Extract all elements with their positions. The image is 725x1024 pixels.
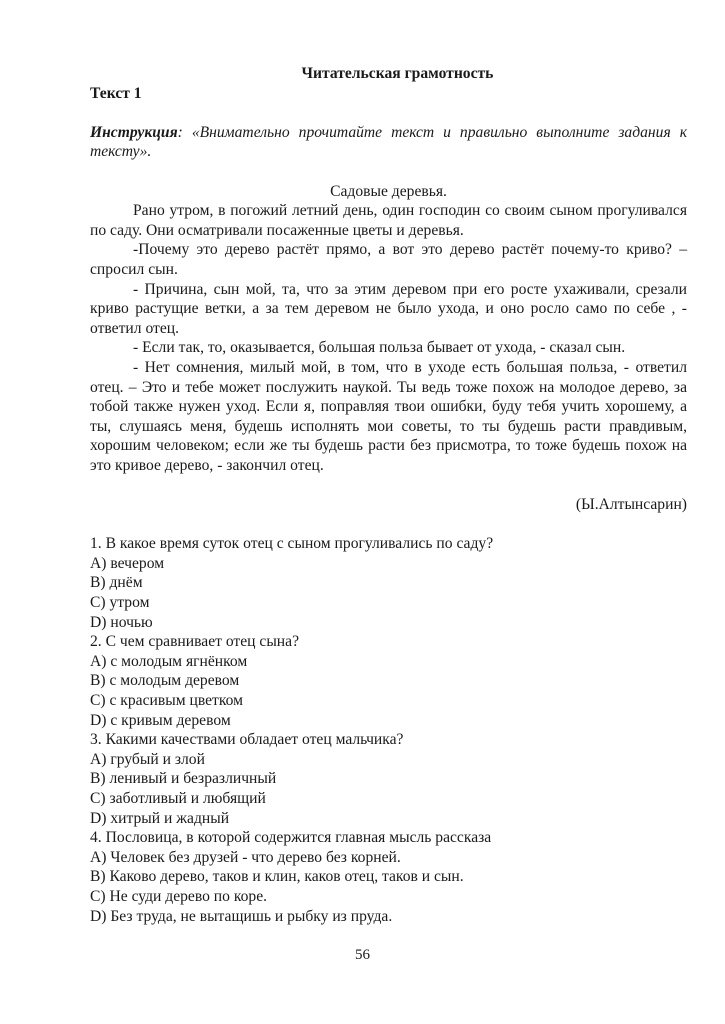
answer-option-c: C) заботливый и любящий <box>90 789 266 807</box>
question-text: 2. С чем сравнивает отец сына? <box>90 633 299 651</box>
answer-option-c: C) утром <box>90 594 150 612</box>
question-text: 3. Какими качествами обладает отец мальчика? <box>90 731 404 749</box>
story-paragraph: -Почему это дерево растёт прямо, а вот это дерево растёт почему-то криво? – спросил сын. <box>90 241 687 278</box>
document-page <box>90 64 687 926</box>
story-paragraph: - Причина, сын мой, та, что за этим деревом при его росте ухаживали, срезали криво растущие ветки, а за тем деревом не было ухода, и оно росло само по себе , - ответил отец. <box>90 280 687 337</box>
question-text: 4. Пословица, в которой содержится главная мысль рассказа <box>90 829 492 847</box>
story-title: Садовые деревья. <box>330 182 447 200</box>
answer-option-c: C) Не суди дерево по коре. <box>90 887 268 905</box>
story-paragraph: - Нет сомнения, милый мой, в том, что в уходе есть большая польза, - ответил отец. – Это и тебе может послужить наукой. Ты ведь тоже похож на молодое дерево, за тобой также нужен уход. Если я, поправляя твои ошибки, буду тебя учить хорошему, а ты, слушаясь меня, будешь исполнять мои советы, то ты будешь расти правдивым, хорошим человеком; если же ты будешь расти без присмотра, то тоже будешь похож на это кривое дерево, - закончил отец. <box>90 358 687 474</box>
question-text: 1. В какое время суток отец с сыном прогуливались по саду? <box>90 535 494 553</box>
answer-option-d: D) ночью <box>90 613 153 631</box>
question-4 <box>90 828 687 926</box>
answer-option-a: A) вечером <box>90 554 165 572</box>
question-1 <box>90 534 687 632</box>
answer-option-d: D) Без труда, не вытащишь и рыбку из пруда. <box>90 907 393 925</box>
answer-option-b: B) ленивый и безразличный <box>90 770 277 788</box>
document-title: Читательская грамотность <box>301 65 494 82</box>
spacer <box>90 515 687 535</box>
answer-option-b: B) с молодым деревом <box>90 672 240 690</box>
answer-option-a: A) Человек без друзей - что дерево без корней. <box>90 848 401 866</box>
answer-option-d: D) с кривым деревом <box>90 711 231 729</box>
story-paragraph: Рано утром, в погожий летний день, один господин со своим сыном прогуливался по саду. Они осматривали посаженные цветы и деревья. <box>90 202 687 239</box>
answer-option-d: D) хитрый и жадный <box>90 809 230 827</box>
answer-option-b: B) Каково дерево, таков и клин, каков отец, таков и сын. <box>90 868 464 886</box>
spacer <box>90 475 687 495</box>
question-2 <box>90 632 687 730</box>
instruction <box>90 123 687 162</box>
answer-option-b: B) днём <box>90 574 143 592</box>
spacer <box>90 103 687 123</box>
spacer <box>90 162 687 182</box>
instruction-label: Инструкция <box>90 123 178 141</box>
answer-option-a: A) с молодым ягнёнком <box>90 652 248 670</box>
answer-option-c: C) с красивым цветком <box>90 692 243 709</box>
page-number: 56 <box>355 947 370 963</box>
instruction-text: : «Внимательно прочитайте текст и правильно выполните задания к тексту». <box>90 123 687 161</box>
answer-option-a: A) грубый и злой <box>90 750 205 768</box>
text-heading: Текст 1 <box>90 84 142 102</box>
story-paragraph: - Если так, то, оказывается, большая польза бывает от ухода, - сказал сын. <box>133 339 626 357</box>
question-3 <box>90 730 687 828</box>
story-author: (Ы.Алтынсарин) <box>575 496 687 514</box>
